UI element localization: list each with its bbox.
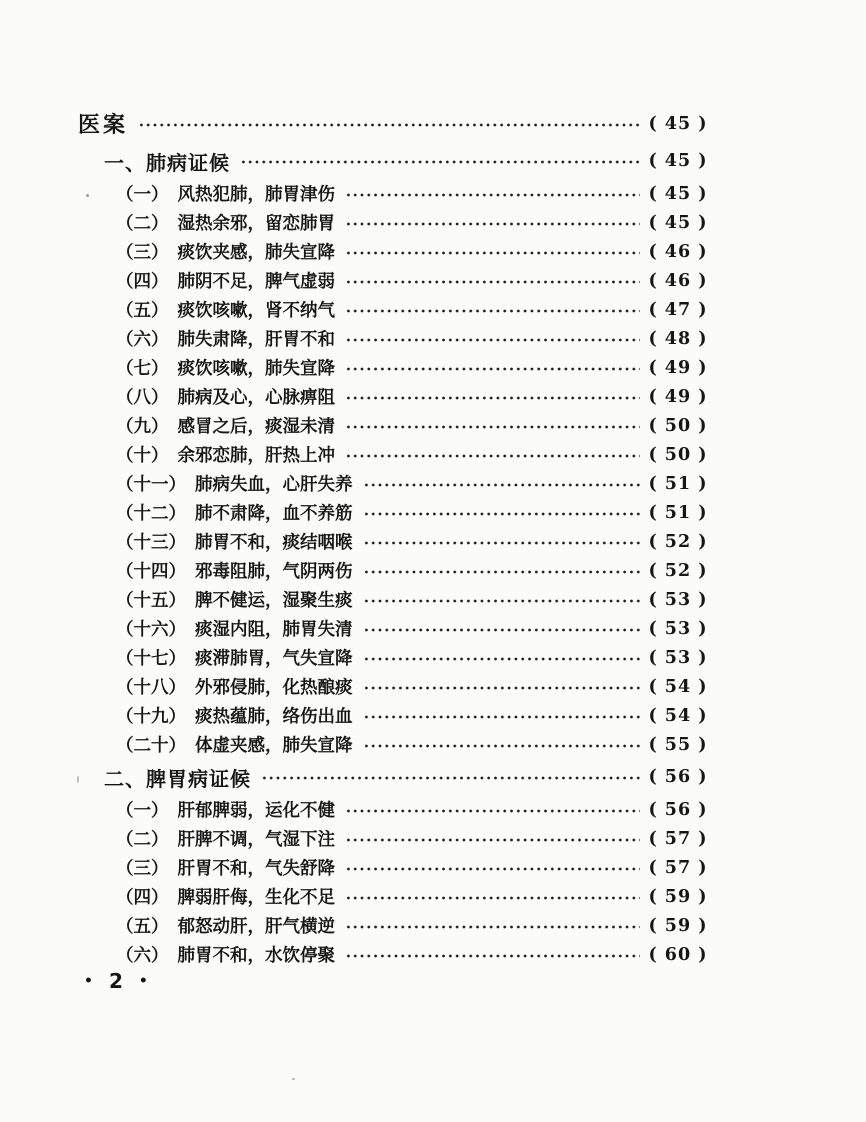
page-number: ( 46 ) <box>648 270 708 291</box>
dot-leader <box>363 685 641 691</box>
entry-label <box>116 797 335 822</box>
toc-item-entry <box>78 614 714 643</box>
entry-title: 感冒之后，痰湿未清 <box>177 417 335 437</box>
entry-label <box>116 355 335 380</box>
toc-item-entry <box>78 585 714 614</box>
toc-item-entry <box>78 382 714 411</box>
toc-item-entry <box>78 795 714 824</box>
page-number: ( 45 ) <box>648 151 708 171</box>
page-number: ( 60 ) <box>648 944 708 965</box>
scan-speck <box>86 194 89 197</box>
entry-title: 风热犯肺，肺胃津伤 <box>177 185 335 205</box>
entry-number: （一） <box>116 185 169 205</box>
entry-label <box>116 442 335 467</box>
entry-label <box>116 558 353 583</box>
page-number: ( 51 ) <box>648 502 708 523</box>
entry-number: （二） <box>116 214 169 234</box>
dot-leader <box>363 743 641 749</box>
entry-label <box>116 384 335 409</box>
entry-label <box>116 826 335 851</box>
entry-title: 肝胃不和，气失舒降 <box>177 859 335 879</box>
entry-title: 痰滞肺胃，气失宣降 <box>195 649 353 669</box>
entry-label <box>116 855 335 880</box>
toc-item-entry <box>78 556 714 585</box>
footer-page-number: 2 <box>108 969 123 993</box>
dot-leader <box>363 482 641 488</box>
toc-item-entry <box>78 179 714 208</box>
entry-label <box>104 147 230 176</box>
page-number: ( 46 ) <box>648 241 708 262</box>
page-number: ( 56 ) <box>648 799 708 820</box>
entry-label <box>116 913 335 938</box>
toc-root-entry <box>78 104 714 143</box>
entry-number: （五） <box>116 301 169 321</box>
dot-leader <box>261 775 640 781</box>
toc-item-entry <box>78 853 714 882</box>
page-number: ( 47 ) <box>648 299 708 320</box>
entry-title: 痰湿内阻，肺胃失清 <box>195 620 353 640</box>
scan-speck <box>77 776 79 783</box>
dot-leader <box>345 337 640 343</box>
entry-label <box>116 210 335 235</box>
entry-number: （二） <box>116 830 169 850</box>
entry-title: 脾不健运，湿聚生痰 <box>195 591 353 611</box>
dot-leader <box>363 656 641 662</box>
dot-leader <box>345 366 640 372</box>
page-number: ( 55 ) <box>648 734 708 755</box>
dot-leader <box>363 714 641 720</box>
page-number: ( 52 ) <box>648 531 708 552</box>
entry-number: （十） <box>116 446 169 466</box>
entry-title: 肺不肃降，血不养筋 <box>195 504 353 524</box>
dot-leader <box>138 122 640 128</box>
entry-number: （六） <box>116 946 169 966</box>
page-number: ( 49 ) <box>648 386 708 407</box>
dot-leader <box>345 953 640 959</box>
entry-label <box>116 732 353 757</box>
toc-item-entry <box>78 266 714 295</box>
dot-leader <box>345 895 640 901</box>
entry-label <box>116 703 353 728</box>
page-number: ( 57 ) <box>648 857 708 878</box>
dot-leader <box>345 424 640 430</box>
entry-title: 湿热余邪，留恋肺胃 <box>177 214 335 234</box>
entry-title: 痰饮夹感，肺失宣降 <box>177 243 335 263</box>
entry-number: （十三） <box>116 533 186 553</box>
toc-item-entry <box>78 882 714 911</box>
entry-label <box>116 616 353 641</box>
entry-number: （四） <box>116 272 169 292</box>
entry-title: 肝郁脾弱，运化不健 <box>177 801 335 821</box>
toc-item-entry <box>78 498 714 527</box>
entry-title: 体虚夹感，肺失宣降 <box>195 736 353 756</box>
scan-speck <box>292 1078 295 1080</box>
entry-title: 肺胃不和，痰结咽喉 <box>195 533 353 553</box>
entry-number: （九） <box>116 417 169 437</box>
footer-right-dot: • <box>138 973 148 989</box>
toc-item-entry <box>78 911 714 940</box>
table-of-contents <box>78 104 714 969</box>
page-number: ( 53 ) <box>648 618 708 639</box>
entry-label <box>78 108 128 139</box>
page-number: ( 49 ) <box>648 357 708 378</box>
toc-item-entry <box>78 440 714 469</box>
page-number: ( 50 ) <box>648 415 708 436</box>
entry-number: （四） <box>116 888 169 908</box>
entry-number: （十二） <box>116 504 186 524</box>
entry-title: 肺病失血，心肝失养 <box>195 475 353 495</box>
entry-title: 肝脾不调，气湿下注 <box>177 830 335 850</box>
dot-leader <box>363 511 641 517</box>
toc-item-entry <box>78 237 714 266</box>
entry-number: （三） <box>116 859 169 879</box>
entry-label <box>116 297 335 322</box>
toc-item-entry <box>78 295 714 324</box>
entry-number: （十八） <box>116 678 186 698</box>
page-number: ( 56 ) <box>648 767 708 787</box>
entry-title: 痰饮咳嗽，肺失宣降 <box>177 359 335 379</box>
entry-label <box>116 181 335 206</box>
page-number: ( 52 ) <box>648 560 708 581</box>
entry-label <box>116 471 353 496</box>
entry-title: 外邪侵肺，化热酿痰 <box>195 678 353 698</box>
entry-title: 肺阴不足，脾气虚弱 <box>177 272 335 292</box>
entry-title: 痰热蕴肺，络伤出血 <box>195 707 353 727</box>
entry-number: （五） <box>116 917 169 937</box>
entry-number: （十九） <box>116 707 186 727</box>
footer-left-dot: • <box>84 973 93 989</box>
page-number: ( 59 ) <box>648 915 708 936</box>
toc-item-entry <box>78 353 714 382</box>
entry-number: （二十） <box>116 736 186 756</box>
dot-leader <box>363 627 641 633</box>
entry-title: 脾弱肝侮，生化不足 <box>177 888 335 908</box>
page-number: ( 53 ) <box>648 647 708 668</box>
entry-title: 肺胃不和，水饮停聚 <box>177 946 335 966</box>
entry-title: 邪毒阻肺，气阴两伤 <box>195 562 353 582</box>
toc-item-entry <box>78 940 714 969</box>
entry-title: 郁怒动肝，肝气横逆 <box>177 917 335 937</box>
toc-item-entry <box>78 824 714 853</box>
entry-label <box>116 674 353 699</box>
entry-title: 痰饮咳嗽，肾不纳气 <box>177 301 335 321</box>
entry-label <box>116 529 353 554</box>
toc-section-entry <box>78 143 714 179</box>
entry-title: 二、脾胃病证候 <box>104 766 251 791</box>
dot-leader <box>345 837 640 843</box>
entry-label <box>116 413 335 438</box>
page-number: ( 59 ) <box>648 886 708 907</box>
entry-label <box>116 587 353 612</box>
page-number: ( 57 ) <box>648 828 708 849</box>
entry-number: （七） <box>116 359 169 379</box>
dot-leader <box>345 866 640 872</box>
toc-item-entry <box>78 469 714 498</box>
dot-leader <box>345 808 640 814</box>
entry-number: （三） <box>116 243 169 263</box>
page-number: ( 45 ) <box>648 183 708 204</box>
toc-item-entry <box>78 730 714 759</box>
dot-leader <box>345 192 640 198</box>
entry-title: 肺失肃降，肝胃不和 <box>177 330 335 350</box>
toc-item-entry <box>78 208 714 237</box>
entry-number: （十六） <box>116 620 186 640</box>
page-number: ( 51 ) <box>648 473 708 494</box>
entry-number: （十七） <box>116 649 186 669</box>
toc-item-entry <box>78 527 714 556</box>
dot-leader <box>345 279 640 285</box>
entry-title: 余邪恋肺，肝热上冲 <box>177 446 335 466</box>
entry-number: （六） <box>116 330 169 350</box>
dot-leader <box>363 569 641 575</box>
toc-item-entry <box>78 643 714 672</box>
entry-title: 肺病及心，心脉痹阻 <box>177 388 335 408</box>
page-number: ( 54 ) <box>648 705 708 726</box>
entry-label <box>104 763 251 792</box>
dot-leader <box>345 924 640 930</box>
entry-title: 一、肺病证候 <box>104 150 230 175</box>
dot-leader <box>345 453 640 459</box>
page-number: ( 50 ) <box>648 444 708 465</box>
entry-number: （一） <box>116 801 169 821</box>
entry-title: 医案 <box>78 113 129 138</box>
entry-label <box>116 942 335 967</box>
entry-number: （十四） <box>116 562 186 582</box>
dot-leader <box>363 540 641 546</box>
entry-label <box>116 645 353 670</box>
page-number: ( 53 ) <box>648 589 708 610</box>
dot-leader <box>240 159 640 165</box>
toc-item-entry <box>78 672 714 701</box>
entry-label <box>116 268 335 293</box>
dot-leader <box>345 395 640 401</box>
toc-item-entry <box>78 324 714 353</box>
entry-number: （十五） <box>116 591 186 611</box>
entry-label <box>116 500 353 525</box>
entry-number: （十一） <box>116 475 186 495</box>
toc-item-entry <box>78 701 714 730</box>
dot-leader <box>345 221 640 227</box>
toc-item-entry <box>78 411 714 440</box>
page-number: ( 48 ) <box>648 328 708 349</box>
entry-label <box>116 326 335 351</box>
page-footer <box>84 969 148 993</box>
toc-section-entry <box>78 759 714 795</box>
entry-label <box>116 239 335 264</box>
page-number: ( 54 ) <box>648 676 708 697</box>
entry-label <box>116 884 335 909</box>
dot-leader <box>345 308 640 314</box>
page-number: ( 45 ) <box>648 212 708 233</box>
entry-number: （八） <box>116 388 169 408</box>
dot-leader <box>345 250 640 256</box>
dot-leader <box>363 598 641 604</box>
page-number: ( 45 ) <box>648 113 708 134</box>
